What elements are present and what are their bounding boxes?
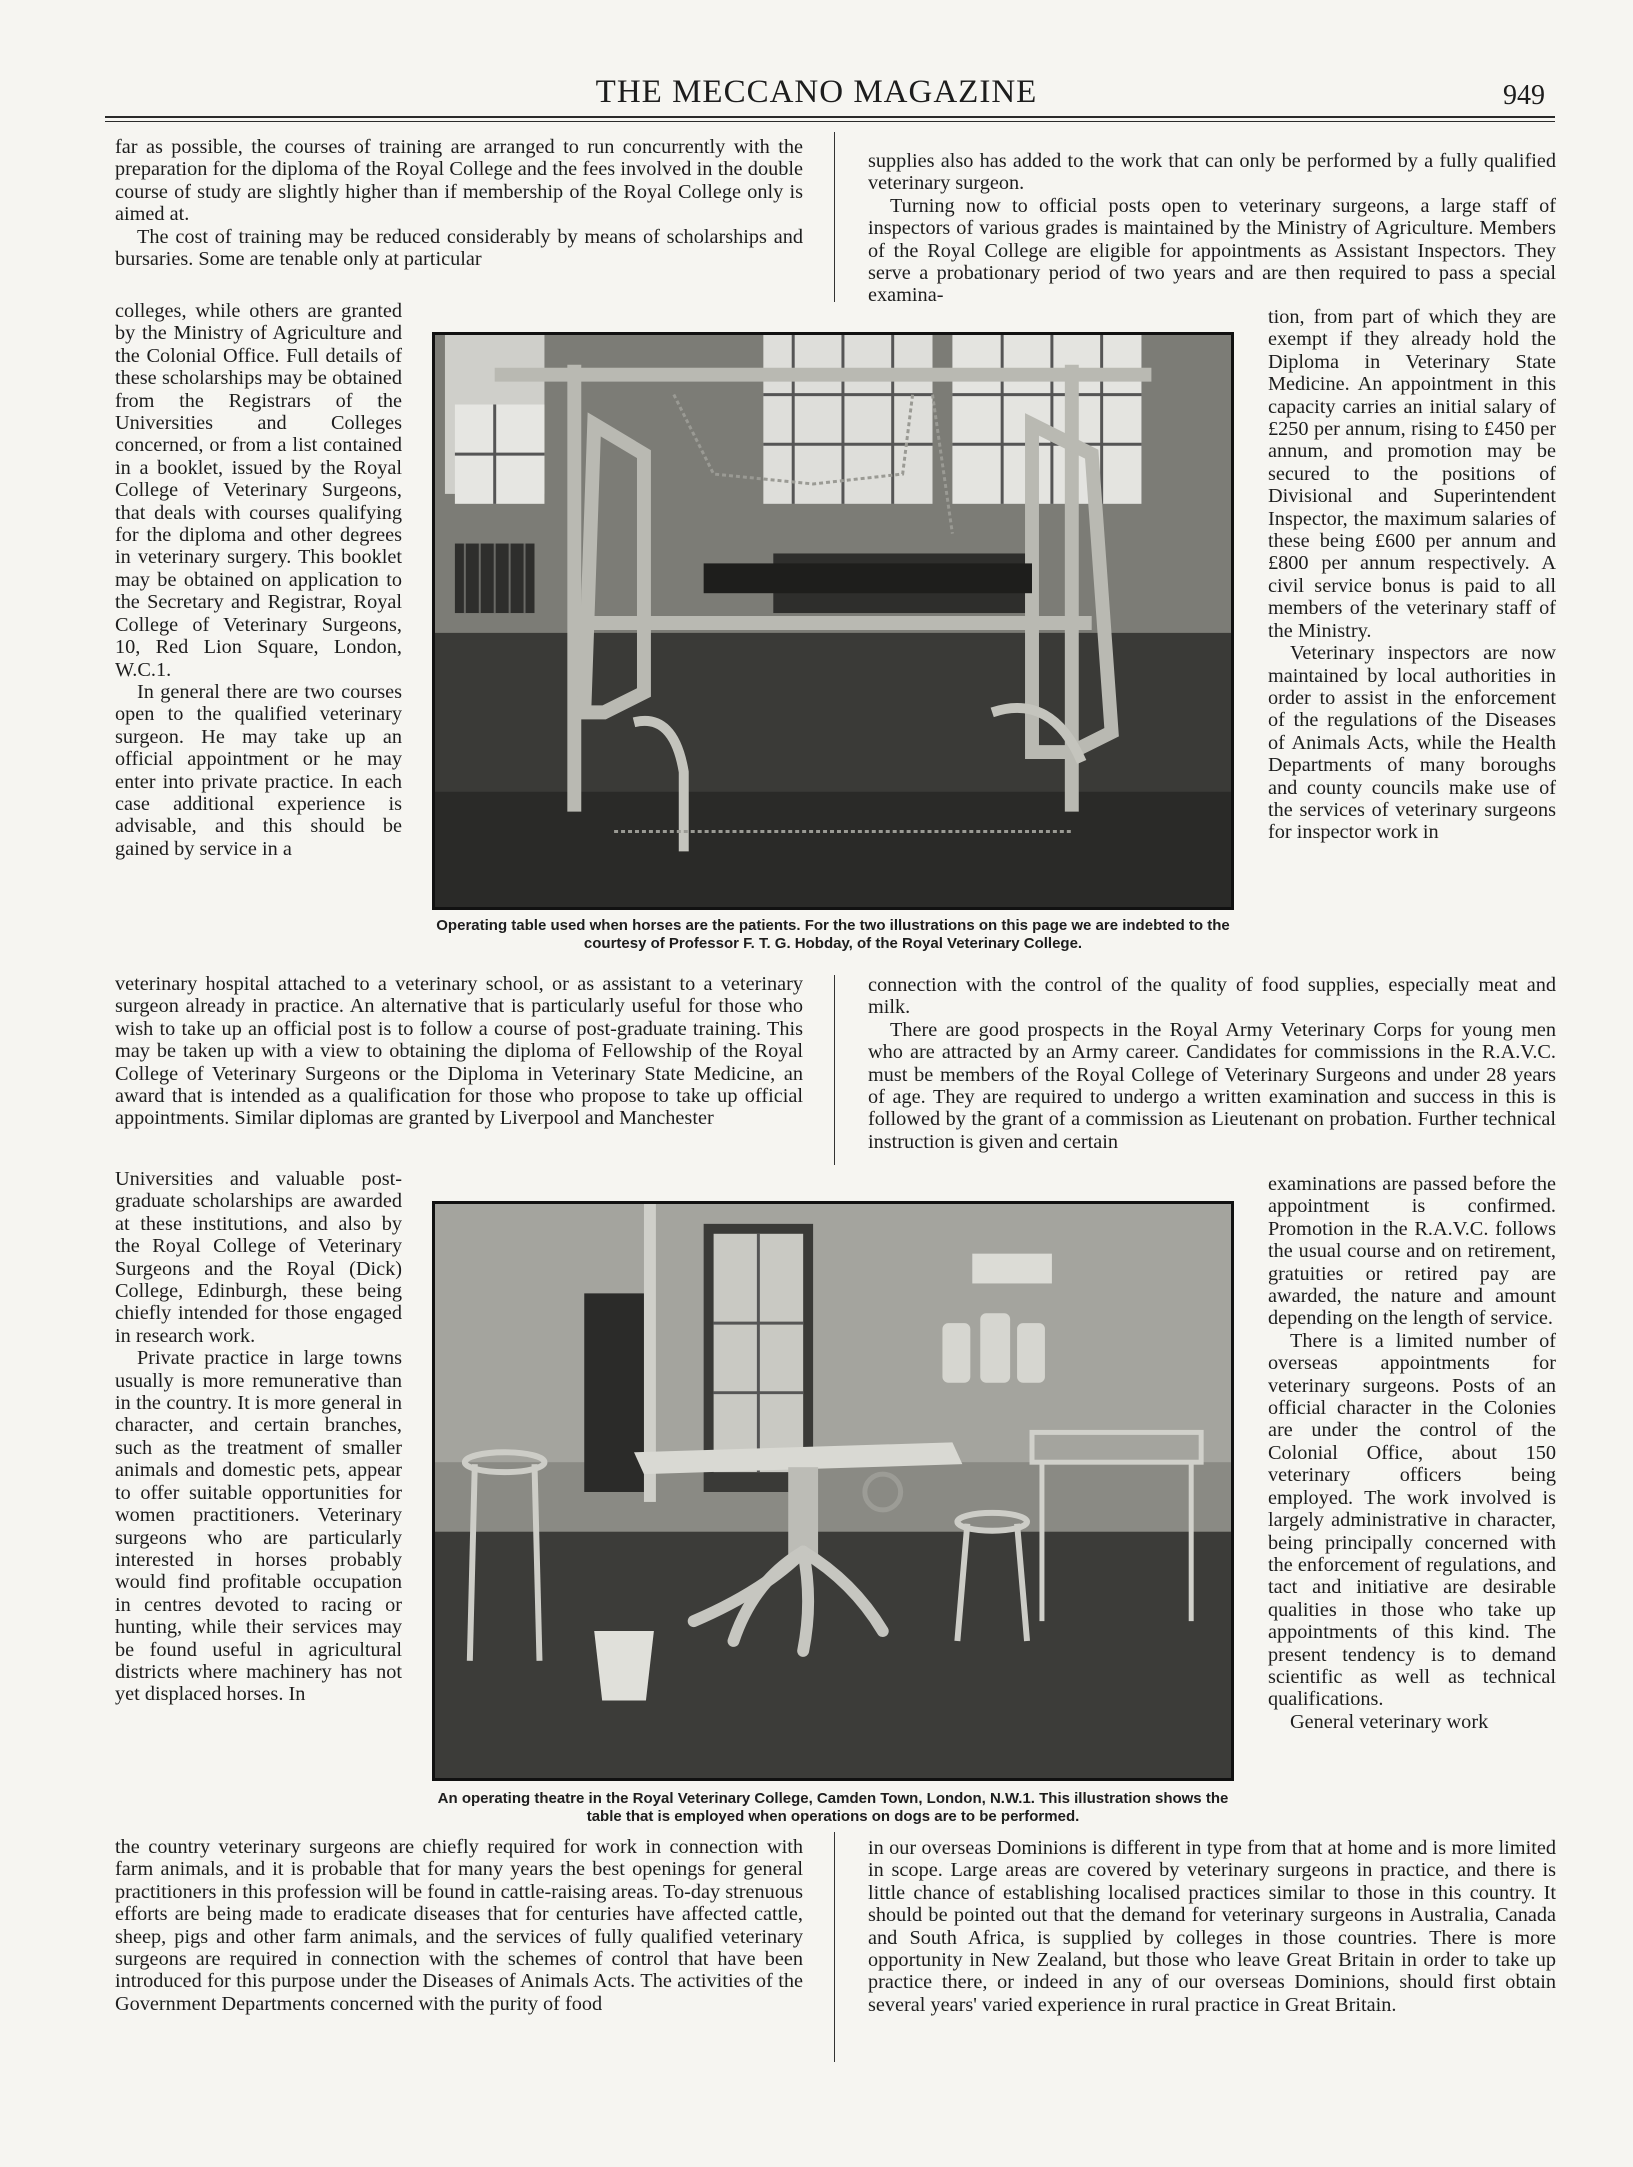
paragraph: connection with the control of the quality of food supplies, especially meat and milk. [868, 974, 1556, 1019]
left-column-narrow-upper [115, 300, 402, 860]
paragraph: Universities and valuable post-graduate scholarships are awarded at these institutions, and also by the Royal College of Veterinary Surgeons and the Royal (Dick) College, Edinburgh, these being chiefly intended for those engaged in research work. [115, 1168, 402, 1347]
header-rule [105, 116, 1555, 118]
column-divider [834, 1832, 835, 2062]
paragraph: far as possible, the courses of training are arranged to run concurrently with the preparation for the diploma of the Royal College and the fees involved in the double course of study are slightly higher than if membership of the Royal College only is aimed at. [115, 136, 803, 226]
paragraph: supplies also has added to the work that can only be performed by a fully qualified veterinary surgeon. [868, 150, 1556, 195]
paragraph: In general there are two courses open to the qualified veterinary surgeon. He may take up an official appointment or he may enter into private practice. In each case additional experience is advisable, and this should be gained by service in a [115, 680, 402, 860]
column-divider [834, 975, 835, 1165]
right-column-narrow-lower [1268, 1173, 1556, 1733]
paragraph: General veterinary work [1290, 1710, 1489, 1733]
left-column-bottom [115, 1836, 803, 2015]
paragraph: There are good prospects in the Royal Army Veterinary Corps for young men who are attracted by an Army career. Candidates for commissions in the R.A.V.C. must be members of the Royal College of Veterinary Surgeons and under 28 years of age. They are required to undergo a written examination and success in this is followed by the grant of a commission as Lieutenant on probation. Further technical instruction is given and certain [868, 1018, 1556, 1153]
paragraph: tion, from part of which they are exempt if they already hold the Diploma in Veterinary State Medicine. An appointment in this capacity carries an initial salary of £250 per annum, rising to £450 per annum, and promotion may be secured to the positions of Divisional and Superintendent Inspector, the maximum salaries of these being £600 per annum and £800 per annum respectively. A civil service bonus is paid to all members of the veterinary staff of the Ministry. [1268, 306, 1556, 642]
operating-theatre-image [435, 1204, 1231, 1778]
paragraph: There is a limited number of overseas appointments for veterinary surgeons. Posts of an official character in the Colonies are under the control of the Colonial Office, about 150 veterinary officers being employed. The work involved is largely administrative in character, being principally concerned with the enforcement of regulations, and tact and initiative are desirable qualities in those who take up appointments of this kind. The present tendency is to demand scientific as well as technical qualifications. [1268, 1329, 1556, 1711]
left-column-middle [115, 973, 803, 1130]
right-column-narrow-upper [1268, 306, 1556, 844]
operating-theatre-photo [432, 1201, 1234, 1781]
paragraph: the country veterinary surgeons are chiefly required for work in connection with farm animals, and it is probable that for many years the best openings for general practitioners in this profession will be found in cattle-raising areas. To-day strenuous efforts are being made to eradicate diseases that for centuries have affected cattle, sheep, pigs and other farm animals, and the services of fully qualified veterinary surgeons are required in connection with the schemes of control that have been introduced for this purpose under the Diseases of Animals Acts. The activities of the Government Departments concerned with the purity of food [115, 1836, 803, 2015]
paragraph: Veterinary inspectors are now maintained by local authorities in order to assist in the enforcement of the regulations of the Diseases of Animals Acts, while the Health Departments of many boroughs and county councils make use of the services of veterinary surgeons for inspector work in [1268, 642, 1556, 844]
magazine-title: THE MECCANO MAGAZINE [595, 74, 1038, 110]
paragraph: colleges, while others are granted by the Ministry of Agriculture and the Colonial Office. Full details of these scholarships may be obtained from the Registrars of the Universities and Colleges concerned, or from a list contained in a booklet, issued by the Royal College of Veterinary Surgeons, that deals with courses qualifying for the diploma and other degrees in veterinary surgery. This booklet may be obtained on application to the Secretary and Registrar, Royal College of Veterinary Surgeons, 10, Red Lion Square, London, W.C.1. [115, 300, 402, 681]
paragraph: Turning now to official posts open to veterinary surgeons, a large staff of inspectors of various grades is maintained by the Ministry of Agriculture. Members of the Royal College are eligible for appointments as Assistant Inspectors. They serve a probationary period of two years and are then required to pass a special examina- [868, 194, 1556, 307]
left-column-narrow-lower [115, 1168, 402, 1706]
header-rule-thin [105, 121, 1555, 122]
figure-2-caption: An operating theatre in the Royal Veterinary College, Camden Town, London, N.W.1. This illustration shows the table that is employed when operations on dogs are to be performed. [437, 1790, 1229, 1825]
paragraph: in our overseas Dominions is different in type from that at home and is more limited in scope. Large areas are covered by veterinary surgeons in practice, and there is little chance of establishing localised practices similar to those in this country. It should be pointed out that the demand for veterinary surgeons in Australia, Canada and South Africa, is supplied by colleges in those countries. There is more opportunity in New Zealand, but those who leave Great Britain in order to take up practice there, or indeed in any of our overseas Dominions, should first obtain several years' varied experience in rural practice in Great Britain. [868, 1837, 1556, 2016]
column-divider [834, 132, 835, 302]
horse-operating-table-image [435, 335, 1231, 907]
right-column-middle [868, 974, 1556, 1153]
horse-operating-table-photo [432, 332, 1234, 910]
paragraph: Private practice in large towns usually is more remunerative than in the country. It is more general in character, and certain branches, such as the treatment of smaller animals and domestic pets, appear to offer suitable opportunities for women practitioners. Veterinary surgeons who are particularly interested in horses probably would find profitable occupation in centres devoted to racing or hunting, while their services may be found useful in agricultural districts where machinery has not yet displaced horses. In [115, 1347, 402, 1706]
left-column-top [115, 136, 803, 270]
page-number: 949 [1503, 80, 1545, 111]
paragraph: examinations are passed before the appointment is confirmed. Promotion in the R.A.V.C. follows the usual course and on retirement, gratuities or retired pay are awarded, the nature and amount depending on the length of service. [1268, 1173, 1556, 1330]
right-column-top [868, 150, 1556, 307]
paragraph: The cost of training may be reduced considerably by means of scholarships and bursaries. Some are tenable only at particular [115, 225, 803, 271]
figure-1-caption: Operating table used when horses are the patients. For the two illustrations on this page we are indebted to the courtesy of Professor F. T. G. Hobday, of the Royal Veterinary College. [436, 917, 1230, 952]
paragraph: veterinary hospital attached to a veterinary school, or as assistant to a veterinary surgeon already in practice. An alternative that is particularly useful for those who wish to take up an official post is to follow a course of post-graduate training. This may be taken up with a view to obtaining the diploma of Fellowship of the Royal College of Veterinary Surgeons or the Diploma in Veterinary State Medicine, an award that is intended as a qualification for those who propose to take up official appointments. Similar diplomas are granted by Liverpool and Manchester [115, 973, 803, 1130]
right-column-bottom [868, 1837, 1556, 2016]
